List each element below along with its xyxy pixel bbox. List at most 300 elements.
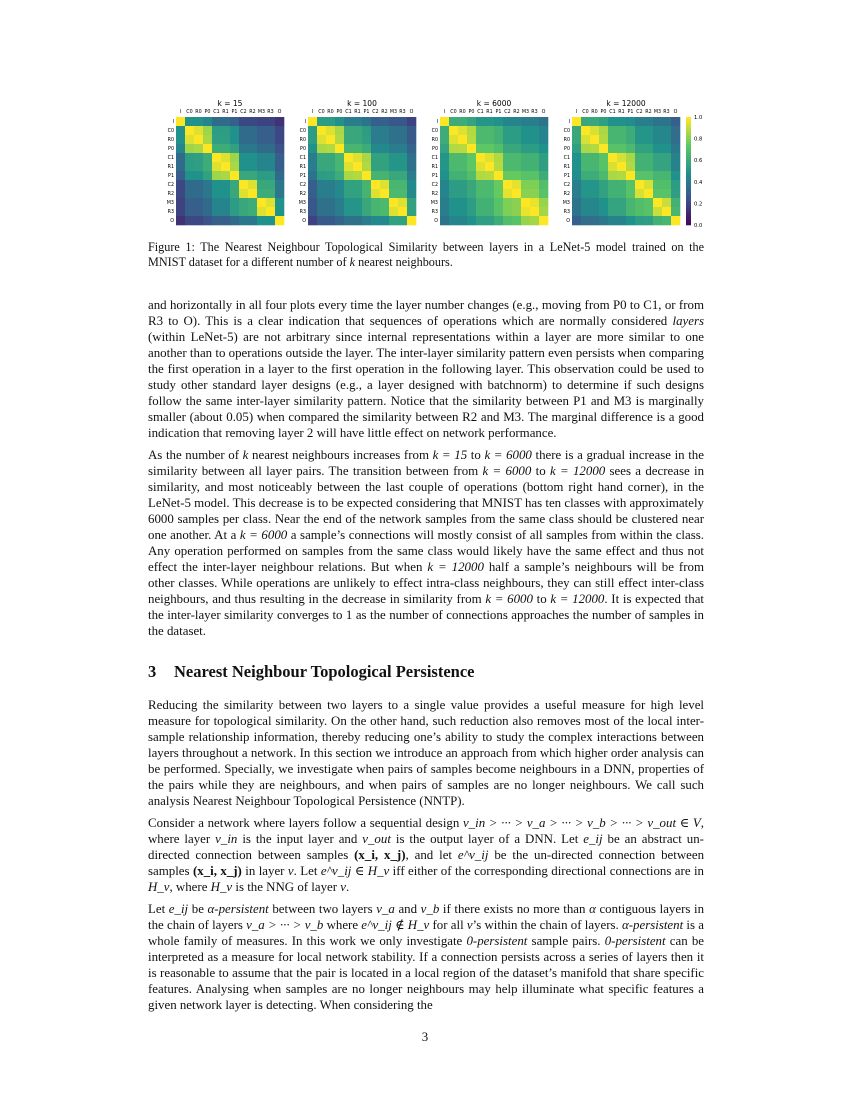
heatmap-cell <box>239 162 248 171</box>
p1-text-a: and horizontally in all four plots every time the layer number changes (e.g., moving from P0 to C1, or from R3 to O). This is a clear indication that sequences of operations which are normally considered <box>148 298 704 328</box>
heatmap-cell <box>521 216 530 225</box>
p2-a: As the number of <box>148 448 240 462</box>
heatmap-cell <box>644 171 653 180</box>
heatmap-cell <box>317 144 326 153</box>
y-tick-label: C2 <box>299 183 306 189</box>
x-tick-label: C0 <box>318 110 325 115</box>
heatmap-cell <box>521 144 530 153</box>
heatmap-cell <box>467 216 476 225</box>
heatmap-cell <box>248 207 257 216</box>
heatmap-cell <box>212 216 221 225</box>
heatmap-cell <box>203 144 212 153</box>
heatmap-cell <box>617 171 626 180</box>
heatmap-cell <box>467 144 476 153</box>
heatmap-cell <box>530 171 539 180</box>
p5-b: be <box>191 902 204 916</box>
heatmap-cell <box>521 153 530 162</box>
p5-chain: v_a > ··· > v_b <box>246 918 324 932</box>
heatmap-cell <box>599 162 608 171</box>
heatmap-cell <box>371 216 380 225</box>
y-tick-label: P0 <box>564 147 570 153</box>
heatmap-cell <box>185 153 194 162</box>
heatmap-cell <box>503 153 512 162</box>
x-tick-label: R2 <box>513 110 520 115</box>
heatmap-cell <box>353 216 362 225</box>
heatmap-cell <box>635 180 644 189</box>
x-tick-label: C1 <box>609 110 616 115</box>
x-tick-label: C1 <box>477 110 484 115</box>
heatmap-cell <box>476 216 485 225</box>
heatmap-cell <box>572 135 581 144</box>
colorbar-segment <box>686 212 691 215</box>
heatmap-cell <box>266 117 275 126</box>
heatmap-cell <box>221 207 230 216</box>
heatmap-cell <box>317 180 326 189</box>
heatmap-cell <box>317 216 326 225</box>
heatmap-cell <box>344 207 353 216</box>
heatmap-cell <box>467 198 476 207</box>
heatmap-cell <box>449 144 458 153</box>
heatmap-cell <box>257 135 266 144</box>
heatmap-cell <box>194 198 203 207</box>
heatmap-cell <box>203 180 212 189</box>
heatmap-cell <box>530 198 539 207</box>
heatmap-cell <box>335 171 344 180</box>
p5-zp2: 0-persistent <box>604 934 666 948</box>
heatmap-cell <box>440 216 449 225</box>
heatmap-cell <box>362 135 371 144</box>
colorbar-segment <box>686 120 691 123</box>
heatmap-cell <box>326 144 335 153</box>
heatmap-cell <box>581 207 590 216</box>
heatmap-cell <box>440 189 449 198</box>
heatmap-cell <box>590 189 599 198</box>
colorbar-segment <box>686 174 691 177</box>
heatmap-cell <box>590 126 599 135</box>
heatmap-cell <box>176 180 185 189</box>
y-tick-label: P1 <box>564 174 570 180</box>
heatmap-cell <box>308 207 317 216</box>
heatmap-cell <box>539 198 548 207</box>
p5-va: v_a <box>376 902 395 916</box>
heatmap-cell <box>644 189 653 198</box>
x-tick-label: C2 <box>504 110 511 115</box>
colorbar-tick-label: 1.0 <box>694 115 703 121</box>
heatmap-cell <box>239 189 248 198</box>
heatmap-cell <box>671 126 680 135</box>
heatmap-cell <box>194 216 203 225</box>
y-tick-label: R3 <box>299 210 306 216</box>
p5-ap: α-persistent <box>207 902 269 916</box>
y-tick-label: M3 <box>430 201 438 207</box>
section-3-text <box>148 697 704 1019</box>
y-tick-label: C1 <box>431 156 438 162</box>
x-tick-label: C2 <box>240 110 247 115</box>
heatmap-cell <box>176 198 185 207</box>
heatmap-cell <box>503 189 512 198</box>
heatmap-cell <box>449 171 458 180</box>
heatmap-cell <box>662 117 671 126</box>
heatmap-cell <box>275 216 284 225</box>
heatmap-cell <box>266 207 275 216</box>
heatmap-cell <box>467 189 476 198</box>
heatmap-cell <box>221 153 230 162</box>
heatmap-cell <box>317 162 326 171</box>
heatmap-cell <box>203 162 212 171</box>
heatmap-cell <box>398 189 407 198</box>
p4-vout: v_out <box>362 832 391 846</box>
heatmap-cell <box>590 153 599 162</box>
p2-f: sees a decrease in similarity, and most noticeably between the last couple of operations (bottom right hand corner), in the LeNet-5 model. This decrease is to be expected considering that MNIST has ten classes with approximately 6000 samples per class. Near the end of the network samples from the same class should be clustered near one another. At a <box>148 464 705 542</box>
x-tick-label: R0 <box>459 110 466 115</box>
heatmap-cell <box>389 153 398 162</box>
heatmap-cell <box>530 216 539 225</box>
heatmap-cell <box>362 144 371 153</box>
heatmap-cell <box>440 135 449 144</box>
colorbar-segment <box>686 166 691 169</box>
heatmap-cell <box>653 207 662 216</box>
p5-a: Let <box>148 902 166 916</box>
colorbar-segment <box>686 117 691 120</box>
heatmap-cell <box>380 162 389 171</box>
heatmap-cell <box>317 117 326 126</box>
heatmap-cell <box>221 171 230 180</box>
heatmap-cell <box>626 180 635 189</box>
heatmap-cell <box>494 171 503 180</box>
heatmap-cell <box>530 189 539 198</box>
heatmap-cell <box>521 189 530 198</box>
p4-j: iff either of the corresponding directional connections are in <box>392 864 704 878</box>
heatmap-cell <box>476 153 485 162</box>
heatmap-cell <box>476 117 485 126</box>
heatmap-cell <box>212 171 221 180</box>
heatmap-cell <box>239 117 248 126</box>
heatmap-cell <box>362 207 371 216</box>
colorbar-segment <box>686 201 691 204</box>
heatmap-cell <box>389 162 398 171</box>
heatmap-cell <box>581 117 590 126</box>
heatmap-cell <box>485 189 494 198</box>
heatmap-cell <box>389 135 398 144</box>
heatmap-cell <box>458 162 467 171</box>
heatmap-cell <box>248 180 257 189</box>
heatmap-cell <box>449 135 458 144</box>
heatmap-cell <box>626 171 635 180</box>
x-tick-label: R2 <box>249 110 256 115</box>
heatmap-cell <box>590 216 599 225</box>
heatmap-cell <box>590 162 599 171</box>
heatmap-cell <box>248 153 257 162</box>
p5-v: v <box>466 918 473 932</box>
heatmap-cell <box>239 180 248 189</box>
heatmap-cell <box>653 198 662 207</box>
page-number: 3 <box>421 1030 429 1044</box>
p4-i: . Let <box>293 864 318 878</box>
y-tick-label: R3 <box>167 210 174 216</box>
heatmap-cell <box>176 171 185 180</box>
heatmap-cell <box>512 153 521 162</box>
heatmap-cell <box>608 180 617 189</box>
heatmap-cell <box>362 153 371 162</box>
heatmap-cell <box>590 198 599 207</box>
heatmap-cell <box>458 189 467 198</box>
x-tick-label: P0 <box>204 110 211 115</box>
x-tick-label: C1 <box>345 110 352 115</box>
heatmap-cell <box>380 126 389 135</box>
colorbar-tick-label: 0.8 <box>694 136 703 143</box>
heatmap-cell <box>671 198 680 207</box>
y-tick-label: R0 <box>563 138 570 144</box>
heatmap-cell <box>530 153 539 162</box>
heatmap-cell <box>476 189 485 198</box>
heatmap-cell <box>275 171 284 180</box>
heatmap-cell <box>476 171 485 180</box>
caption-tail: nearest neighbours. <box>358 255 453 269</box>
heatmap-cell <box>353 207 362 216</box>
heatmap-cell <box>353 135 362 144</box>
heatmap-cell <box>662 135 671 144</box>
heatmap-cell <box>572 144 581 153</box>
heatmap-cell <box>335 180 344 189</box>
heatmap-cell <box>581 144 590 153</box>
heatmap-cell <box>530 180 539 189</box>
heatmap-cell <box>644 126 653 135</box>
heatmap-cell <box>449 189 458 198</box>
heatmap-cell <box>608 189 617 198</box>
y-tick-label: P0 <box>432 147 438 153</box>
heatmap-cell <box>371 207 380 216</box>
heatmap-cell <box>230 162 239 171</box>
heatmap-cell <box>380 216 389 225</box>
p2-c: to <box>470 448 481 462</box>
y-tick-label: R2 <box>299 192 306 198</box>
colorbar-segment <box>686 125 691 128</box>
heatmap-cell <box>485 153 494 162</box>
heatmap-cell <box>644 198 653 207</box>
heatmap-cell <box>248 162 257 171</box>
y-tick-label: C0 <box>299 129 306 135</box>
y-tick-label: R1 <box>431 165 438 171</box>
heatmap-cell <box>626 162 635 171</box>
colorbar-segment <box>686 179 691 182</box>
heatmap-cell <box>308 117 317 126</box>
y-tick-label: C0 <box>431 129 438 135</box>
heatmap-cell <box>530 135 539 144</box>
heatmap-cell <box>266 189 275 198</box>
heatmap-cell <box>644 144 653 153</box>
heatmap-cell <box>398 207 407 216</box>
heatmap-cell <box>635 135 644 144</box>
heatmap-cell <box>581 198 590 207</box>
heatmap-cell <box>194 171 203 180</box>
x-tick-label: C1 <box>213 110 220 115</box>
heatmap-cell <box>389 126 398 135</box>
colorbar-segment <box>686 133 691 136</box>
heatmap-cell <box>185 198 194 207</box>
heatmap-cell <box>503 135 512 144</box>
heatmap-cell <box>362 117 371 126</box>
heatmap-cell <box>212 189 221 198</box>
y-tick-label: R0 <box>167 138 174 144</box>
heatmap-cell <box>221 144 230 153</box>
heatmap-cell <box>494 126 503 135</box>
heatmap-cell <box>539 189 548 198</box>
heatmap-cell <box>308 180 317 189</box>
heatmap-cell <box>476 162 485 171</box>
y-tick-label: C1 <box>167 156 174 162</box>
heatmap-cell <box>335 153 344 162</box>
heatmap-cell <box>608 216 617 225</box>
heatmap-cell <box>449 126 458 135</box>
heatmap-cell <box>248 135 257 144</box>
heatmap-cell <box>494 144 503 153</box>
figure-caption <box>148 240 704 270</box>
heatmap-cell <box>176 207 185 216</box>
y-tick-label: O <box>302 219 306 225</box>
paragraph-1 <box>148 297 704 441</box>
heatmap-cell <box>539 180 548 189</box>
heatmap-cell <box>662 198 671 207</box>
heatmap-cell <box>599 207 608 216</box>
heatmap-cell <box>539 135 548 144</box>
heatmap-cell <box>617 144 626 153</box>
y-tick-label: R2 <box>167 192 174 198</box>
colorbar-segment <box>686 122 691 125</box>
heatmap-cell <box>248 117 257 126</box>
p2-eq3: k = 6000 <box>482 464 532 478</box>
heatmap-cell <box>449 216 458 225</box>
heatmap-cell <box>203 153 212 162</box>
heatmap-cell <box>230 171 239 180</box>
heatmap-cell <box>440 162 449 171</box>
heatmap-cell <box>380 153 389 162</box>
heatmap-cell <box>353 153 362 162</box>
heatmap-cell <box>539 162 548 171</box>
heatmap-cell <box>407 144 416 153</box>
heatmap-cell <box>185 162 194 171</box>
heatmap-cell <box>653 162 662 171</box>
heatmap-cell <box>371 189 380 198</box>
heatmap-cell <box>521 207 530 216</box>
heatmap-cell <box>362 126 371 135</box>
heatmap-cell <box>176 126 185 135</box>
p4-b: , where layer <box>148 816 704 846</box>
heatmap-cell <box>407 153 416 162</box>
heatmap-cell <box>275 153 284 162</box>
heatmap-cell <box>344 198 353 207</box>
heatmap-cell <box>608 162 617 171</box>
heatmap-cell <box>239 198 248 207</box>
heatmap-cell <box>476 198 485 207</box>
heatmap-cell <box>512 171 521 180</box>
heatmap-cell <box>599 189 608 198</box>
y-tick-label: C0 <box>167 129 174 135</box>
heatmap-cell <box>407 198 416 207</box>
heatmap-cell <box>521 126 530 135</box>
heatmap-cell <box>467 171 476 180</box>
heatmap-cell <box>212 117 221 126</box>
heatmap-cell <box>194 144 203 153</box>
heatmap-cell <box>389 180 398 189</box>
heatmap-cell <box>503 162 512 171</box>
p2-eq8: k = 12000 <box>550 592 605 606</box>
heatmap-cell <box>581 126 590 135</box>
heatmap-cell <box>371 126 380 135</box>
heatmap-cell <box>626 126 635 135</box>
colorbar-tick-label: 0.0 <box>694 223 703 229</box>
colorbar-segment <box>686 176 691 179</box>
heatmap-cell <box>185 144 194 153</box>
heatmap-cell <box>644 216 653 225</box>
heatmap-cell <box>353 171 362 180</box>
heatmap-cell <box>458 144 467 153</box>
x-tick-label: R3 <box>399 110 406 115</box>
x-tick-label: C0 <box>186 110 193 115</box>
paragraph-2 <box>148 447 704 639</box>
x-tick-label: P1 <box>627 110 634 115</box>
y-tick-label: M3 <box>298 201 306 207</box>
heatmap-cell <box>371 117 380 126</box>
heatmap-cell <box>308 153 317 162</box>
heatmap-cell <box>185 207 194 216</box>
heatmap-cell <box>476 135 485 144</box>
heatmap-cell <box>380 144 389 153</box>
p2-d: there is a gradual increase in the similarity between all layer pairs. The transition between from <box>148 448 704 478</box>
heatmap-cell <box>335 207 344 216</box>
heatmap-cell <box>308 198 317 207</box>
heatmap-cell <box>353 144 362 153</box>
heatmap-cell <box>257 216 266 225</box>
heatmap-cell <box>572 171 581 180</box>
heatmap-cell <box>440 126 449 135</box>
y-tick-label: I <box>436 120 438 126</box>
heatmap-cell <box>644 135 653 144</box>
heatmap-cell <box>662 207 671 216</box>
heatmap-cell <box>221 189 230 198</box>
heatmap-cell <box>353 126 362 135</box>
p4-hv2: H_v <box>210 880 233 894</box>
heatmap-cell <box>581 162 590 171</box>
heatmap-cell <box>380 171 389 180</box>
heatmap-cell <box>344 135 353 144</box>
heatmap-cell <box>185 135 194 144</box>
heatmap-cell <box>239 207 248 216</box>
heatmap-cell <box>662 180 671 189</box>
heatmap-cell <box>653 171 662 180</box>
heatmap-cell <box>257 126 266 135</box>
heatmap-cell <box>344 171 353 180</box>
heatmap-cell <box>326 117 335 126</box>
x-tick-label: M3 <box>389 110 398 115</box>
heatmap-cell <box>335 135 344 144</box>
heatmap-cell <box>212 144 221 153</box>
p5-d: and <box>398 902 418 916</box>
heatmap-cell <box>662 216 671 225</box>
heatmap-cell <box>671 216 680 225</box>
heatmap-cell <box>317 207 326 216</box>
heatmap-cell <box>485 198 494 207</box>
heatmap-cell <box>530 126 539 135</box>
heatmap-cell <box>662 189 671 198</box>
p5-c: between two layers <box>272 902 373 916</box>
heatmap-cell <box>494 189 503 198</box>
heatmap-cell <box>485 126 494 135</box>
heatmap-cell <box>266 180 275 189</box>
heatmap-cell <box>203 117 212 126</box>
heatmap-cell <box>485 144 494 153</box>
heatmap-cell <box>248 171 257 180</box>
heatmap-cell <box>635 117 644 126</box>
